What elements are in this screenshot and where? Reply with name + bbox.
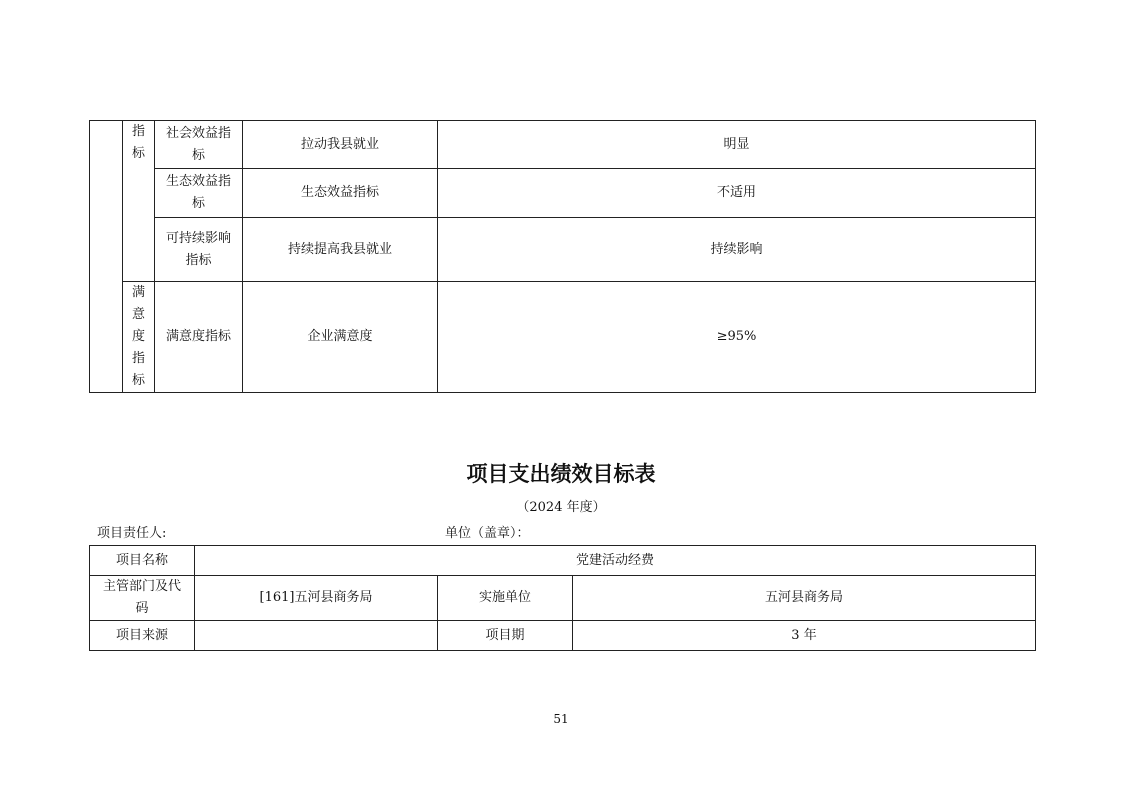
unit-stamp-label: 单位（盖章）： xyxy=(445,526,530,541)
responsible-label: 项目责任人: xyxy=(97,526,167,541)
item-cell: 生态效益指标 xyxy=(243,169,438,218)
project-name-label: 项目名称 xyxy=(90,546,195,576)
subcat-cell: 生态效益指 标 xyxy=(155,169,243,218)
category-cell: 指 标 xyxy=(123,121,155,282)
item-cell: 拉动我县就业 xyxy=(243,121,438,169)
period-label: 项目期 xyxy=(438,621,573,651)
project-info-table xyxy=(89,545,1036,651)
value-cell: 明显 xyxy=(438,121,1036,169)
source-label: 项目来源 xyxy=(90,621,195,651)
impl-unit-label: 实施单位 xyxy=(438,576,573,621)
period-value: 3 年 xyxy=(573,621,1036,651)
source-value xyxy=(195,621,438,651)
impl-unit-value: 五河县商务局 xyxy=(573,576,1036,621)
page-number: 51 xyxy=(553,712,569,726)
dept-label: 主管部门及代 码 xyxy=(90,576,195,621)
project-name-value: 党建活动经费 xyxy=(195,546,1036,576)
subcat-cell: 社会效益指 标 xyxy=(155,121,243,169)
value-cell: 不适用 xyxy=(438,169,1036,218)
item-cell: 持续提高我县就业 xyxy=(243,218,438,282)
category-cell: 满 意 度 指 标 xyxy=(123,282,155,393)
subcat-cell: 满意度指标 xyxy=(155,282,243,393)
value-cell: ≥95% xyxy=(438,282,1036,393)
performance-indicator-table xyxy=(89,120,1036,393)
subcat-cell: 可持续影响 指标 xyxy=(155,218,243,282)
year-subtitle: （2024 年度） xyxy=(516,500,606,515)
dept-value: [161]五河县商务局 xyxy=(195,576,438,621)
item-cell: 企业满意度 xyxy=(243,282,438,393)
value-cell: 持续影响 xyxy=(438,218,1036,282)
outer-blank-cell xyxy=(90,121,123,393)
page-title: 项目支出绩效目标表 xyxy=(466,462,656,486)
